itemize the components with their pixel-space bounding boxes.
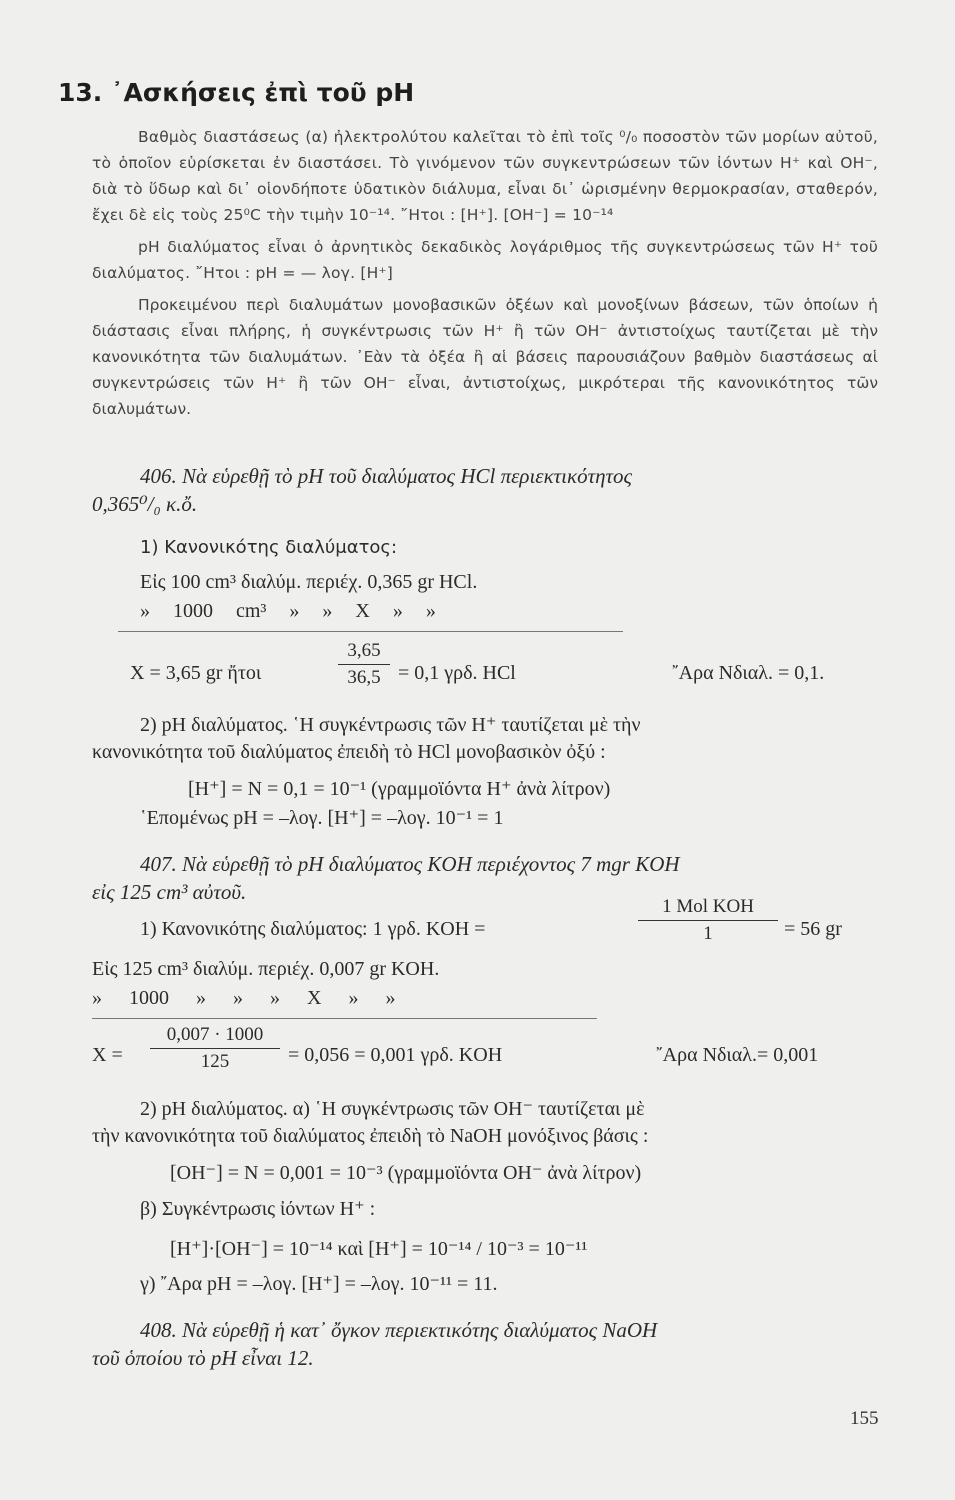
page-number: 155 <box>850 1408 879 1429</box>
fraction-bar <box>638 920 778 921</box>
fraction-numerator: 1 Mol KOH <box>662 896 754 917</box>
intro-paragraph-3: Προκειμένου περὶ διαλυμάτων μονοβασικῶν ὀξέων καὶ μονοξίνων βάσεων, τῶν ὁποίων ἡ διάστασις εἶναι πλήρης, ἡ συγκέντρωσις τῶν H⁺ ἢ τῶν OH⁻ ἀντιστοίχως ταυτίζεται μὲ τὴν κανονικότητα τῶν διαλυμάτων. ᾿Εὰν τὰ ὀξέα ἢ αἱ βάσεις παρουσιάζουν βαθμὸν διαστάσεως αἱ συγκεντρώσεις τῶν H⁺ ἢ τῶν OH⁻ εἶναι, ἀντιστοίχως, μικρότεραι τῆς κανονικότητος τῶν διαλυμάτων. <box>92 296 878 418</box>
problem-406-line2: » 1000 cm³ » » X » » <box>140 600 436 622</box>
problem-406-x-left: X = 3,65 gr ἤτοι <box>130 662 262 684</box>
problem-407-c-line: γ) ῎Αρα pH = –λογ. [H⁺] = –λογ. 10⁻¹¹ = 11. <box>140 1273 498 1295</box>
problem-407-step1-result: = 56 gr <box>784 918 842 940</box>
problem-406-step2-cont: κανονικότητα τοῦ διαλύματος ἐπειδὴ τὸ HCl μονοβασικὸν ὀξύ : <box>92 741 606 763</box>
problem-406-result: ῎Αρα Nδιαλ. = 0,1. <box>672 662 825 684</box>
problem-407-line1: Εἰς 125 cm³ διαλύμ. περιέχ. 0,007 gr KOH. <box>92 958 440 980</box>
problem-407-title: 407. Νὰ εὑρεθῇ τὸ pH διαλύματος KOH περιέχοντος 7 mgr KOH <box>140 852 680 876</box>
problem-406-step2: 2) pH διαλύματος. ῾Η συγκέντρωσις τῶν H⁺ ταυτίζεται μὲ τὴν <box>140 714 641 736</box>
problem-407-title-cont: εἰς 125 cm³ αὐτοῦ. <box>92 880 247 904</box>
problem-406-divider <box>118 631 623 632</box>
problem-407-x-left: X = <box>92 1044 123 1066</box>
problem-406-title-cont: 0,365⁰/₀ κ.ὄ. <box>92 492 198 516</box>
fraction-bar <box>338 664 390 665</box>
fraction-denominator: 1 <box>703 923 713 944</box>
fraction-numerator: 0,007 · 1000 <box>166 1024 264 1045</box>
problem-406-title: 406. Νὰ εὑρεθῇ τὸ pH τοῦ διαλύματος HCl περιεκτικότητος <box>140 464 633 488</box>
intro-paragraph-2: pH διαλύματος εἶναι ὁ ἀρνητικὸς δεκαδικὸς λογάριθμος τῆς συγκεντρώσεως τῶν H⁺ τοῦ διαλύματος. ῎Ητοι : pH = — λογ. [H⁺] <box>92 238 878 282</box>
problem-407-equation2: [H⁺]·[OH⁻] = 10⁻¹⁴ καὶ [H⁺] = 10⁻¹⁴ / 10⁻³ = 10⁻¹¹ <box>170 1238 588 1260</box>
intro-paragraph-1: Βαθμὸς διαστάσεως (α) ἠλεκτρολύτου καλεῖται τὸ ἐπὶ τοῖς ⁰/₀ ποσοστὸν τῶν μορίων αὐτοῦ, τὸ ὁποῖον εὑρίσκεται ἐν διαστάσει. Τὸ γινόμενον τῶν συγκεντρώσεων τῶν ἰόντων H⁺ καὶ OH⁻, διὰ τὸ ὕδωρ καὶ δι᾿ οἱονδήποτε ὑδατικὸν διάλυμα, εἶναι δι᾿ ὡρισμένην θερμοκρασίαν, σταθερόν, ἔχει δὲ εἰς τοὺς 25⁰C τὴν τιμὴν 10⁻¹⁴. ῎Ητοι : [H⁺]. [OH⁻] = 10⁻¹⁴ <box>92 128 878 224</box>
fraction-denominator: 36,5 <box>347 667 381 688</box>
intro-text <box>92 124 878 422</box>
problem-408-title: 408. Νὰ εὑρεθῇ ἡ κατ᾿ ὄγκον περιεκτικότης διαλύματος NaOH <box>140 1318 658 1342</box>
problem-406-equation1: [H⁺] = N = 0,1 = 10⁻¹ (γραμμοϊόντα H⁺ ἀνὰ λίτρον) <box>188 778 611 800</box>
problem-406-line1: Εἰς 100 cm³ διαλύμ. περιέχ. 0,365 gr HCl. <box>140 571 478 593</box>
problem-407-step2: 2) pH διαλύματος. α) ῾Η συγκέντρωσις τῶν OH⁻ ταυτίζεται μὲ <box>140 1098 645 1120</box>
problem-407-x-right: = 0,056 = 0,001 γρδ. KOH <box>288 1044 503 1066</box>
problem-406-equation2: ῾Επομένως pH = –λογ. [H⁺] = –λογ. 10⁻¹ = 1 <box>140 807 504 829</box>
problem-407-result: ῎Αρα Nδιαλ.= 0,001 <box>656 1044 819 1066</box>
problem-407-x-fraction <box>150 1024 280 1073</box>
problem-407-step2-cont: τὴν κανονικότητα τοῦ διαλύματος ἐπειδὴ τὸ NaOH μονόξινος βάσις : <box>92 1125 649 1147</box>
problem-406-step1: 1) Κανονικότης διαλύματος: <box>140 537 398 558</box>
fraction-numerator: 3,65 <box>347 640 381 661</box>
problem-407-equation1: [OH⁻] = N = 0,001 = 10⁻³ (γραμμοϊόντα OH⁻ ἀνὰ λίτρον) <box>170 1162 642 1184</box>
fraction-bar <box>150 1048 280 1049</box>
bleed-through-text <box>640 88 644 106</box>
problem-407-divider <box>92 1018 597 1019</box>
problem-407-b-label: β) Συγκέντρωσις ἰόντων H⁺ : <box>140 1198 376 1220</box>
problem-407-line2: » 1000 » » » X » » <box>92 987 396 1009</box>
problem-408-title-cont: τοῦ ὁποίου τὸ pH εἶναι 12. <box>92 1346 314 1370</box>
problem-407-step1: 1) Κανονικότης διαλύματος: 1 γρδ. KOH = <box>140 918 486 940</box>
problem-406-fraction <box>338 640 390 689</box>
problem-407-mol-fraction <box>638 896 778 945</box>
section-heading: 13. ᾿Ασκήσεις ἐπὶ τοῦ pH <box>58 78 415 107</box>
problem-406-x-right: = 0,1 γρδ. HCl <box>398 662 516 684</box>
fraction-denominator: 125 <box>200 1051 230 1072</box>
